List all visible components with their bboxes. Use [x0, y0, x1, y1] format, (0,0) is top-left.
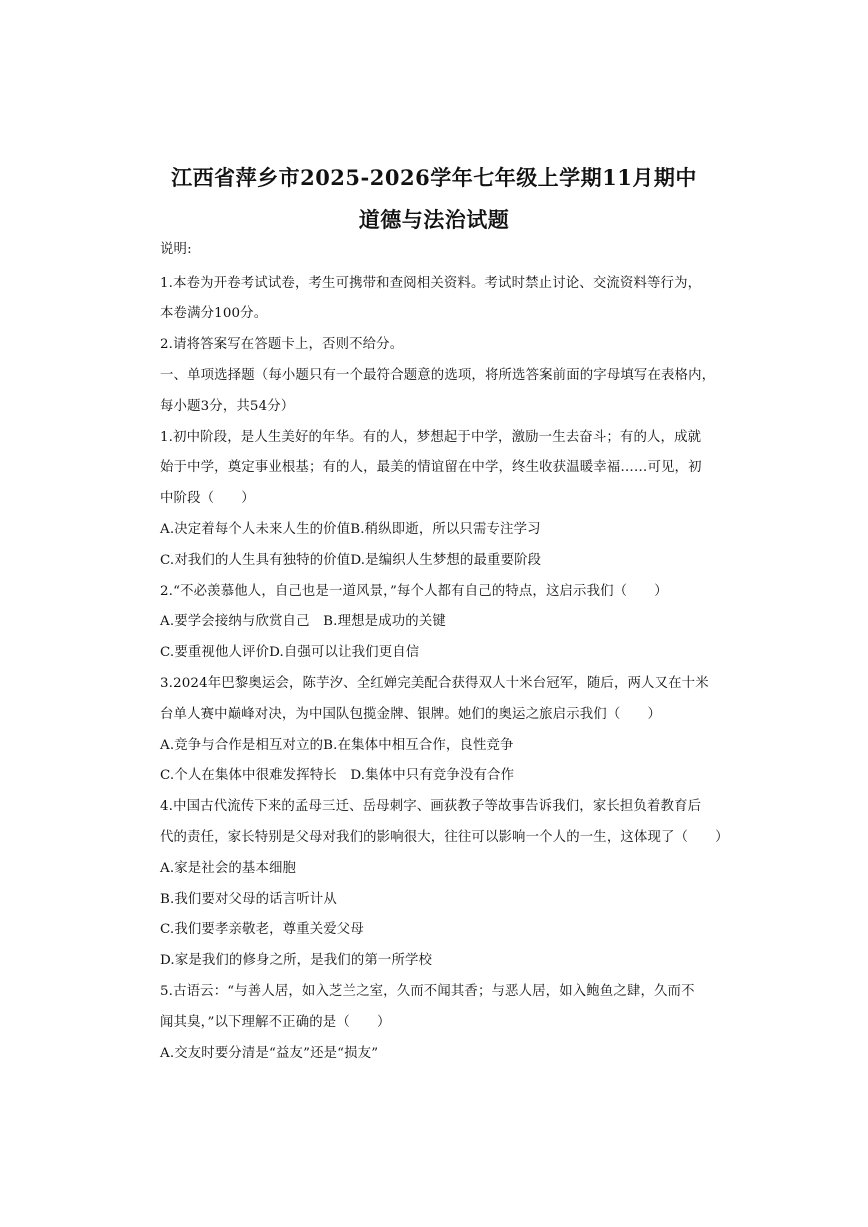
- instruction-line: 本卷满分100分。: [160, 306, 268, 321]
- answer-option: A.家是社会的基本细胞: [160, 861, 297, 876]
- exam-title: 江西省萍乡市2025-2026学年七年级上学期11月期中: [171, 165, 697, 190]
- question-stem: 5.古语云：“与善人居，如入芝兰之室，久而不闻其香；与恶人居，如入鲍鱼之肆，久而不: [160, 984, 695, 999]
- answer-option: A.交友时要分清是“益友”还是“损友”: [160, 1046, 379, 1061]
- section-heading: 一、单项选择题（每小题只有一个最符合题意的选项，将所选答案前面的字母填写在表格内，: [160, 368, 716, 383]
- answer-option: C.要重视他人评价D.自强可以让我们更自信: [160, 645, 420, 660]
- instructions-heading: 说明:: [160, 242, 192, 257]
- answer-option: A.竞争与合作是相互对立的B.在集体中相互合作，良性竞争: [160, 738, 514, 753]
- question-stem: 闻其臭，”以下理解不正确的是（ ）: [160, 1015, 391, 1030]
- answer-option: B.我们要对父母的话言听计从: [160, 892, 337, 907]
- question-stem: 代的责任，家长特别是父母对我们的影响很大，往往可以影响一个人的一生，这体现了（ ）: [160, 830, 729, 845]
- question-stem: 台单人赛中巅峰对决，为中国队包揽金牌、银牌。她们的奥运之旅启示我们（ ）: [160, 707, 662, 722]
- answer-option: A.决定着每个人未来人生的价值B.稍纵即逝，所以只需专注学习: [160, 522, 541, 537]
- answer-option: C.对我们的人生具有独特的价值D.是编织人生梦想的最重要阶段: [160, 553, 542, 568]
- answer-option: D.家是我们的修身之所，是我们的第一所学校: [160, 953, 433, 968]
- answer-option: A.要学会接纳与欣赏自己 B.理想是成功的关键: [160, 614, 446, 629]
- section-heading: 每小题3分，共54分）: [160, 399, 295, 414]
- question-stem: 4.中国古代流传下来的孟母三迁、岳母刺字、画荻教子等故事告诉我们，家长担负着教育后: [160, 799, 702, 814]
- instruction-line: 1.本卷为开卷考试试卷，考生可携带和查阅相关资料。考试时禁止讨论、交流资料等行为，: [160, 276, 702, 291]
- question-stem: 3.2024年巴黎奥运会，陈芋汐、全红婵完美配合获得双人十米台冠军，随后，两人又在十米: [160, 676, 709, 691]
- answer-option: C.我们要孝亲敬老，尊重关爱父母: [160, 922, 364, 937]
- question-stem: 中阶段（ ）: [160, 491, 255, 506]
- answer-option: C.个人在集体中很难发挥特长 D.集体中只有竞争没有合作: [160, 768, 515, 783]
- instruction-line: 2.请将答案写在答题卡上，否则不给分。: [160, 337, 404, 352]
- exam-subtitle: 道德与法治试题: [358, 207, 510, 232]
- question-stem: 2.“不必羡慕他人，自己也是一道风景，”每个人都有自己的特点，这启示我们（ ）: [160, 584, 668, 599]
- question-stem: 1.初中阶段，是人生美好的年华。有的人，梦想起于中学，激励一生去奋斗；有的人，成就: [160, 430, 702, 445]
- question-stem: 始于中学，奠定事业根基；有的人，最美的情谊留在中学，终生收获温暖幸福……可见，初: [160, 460, 702, 475]
